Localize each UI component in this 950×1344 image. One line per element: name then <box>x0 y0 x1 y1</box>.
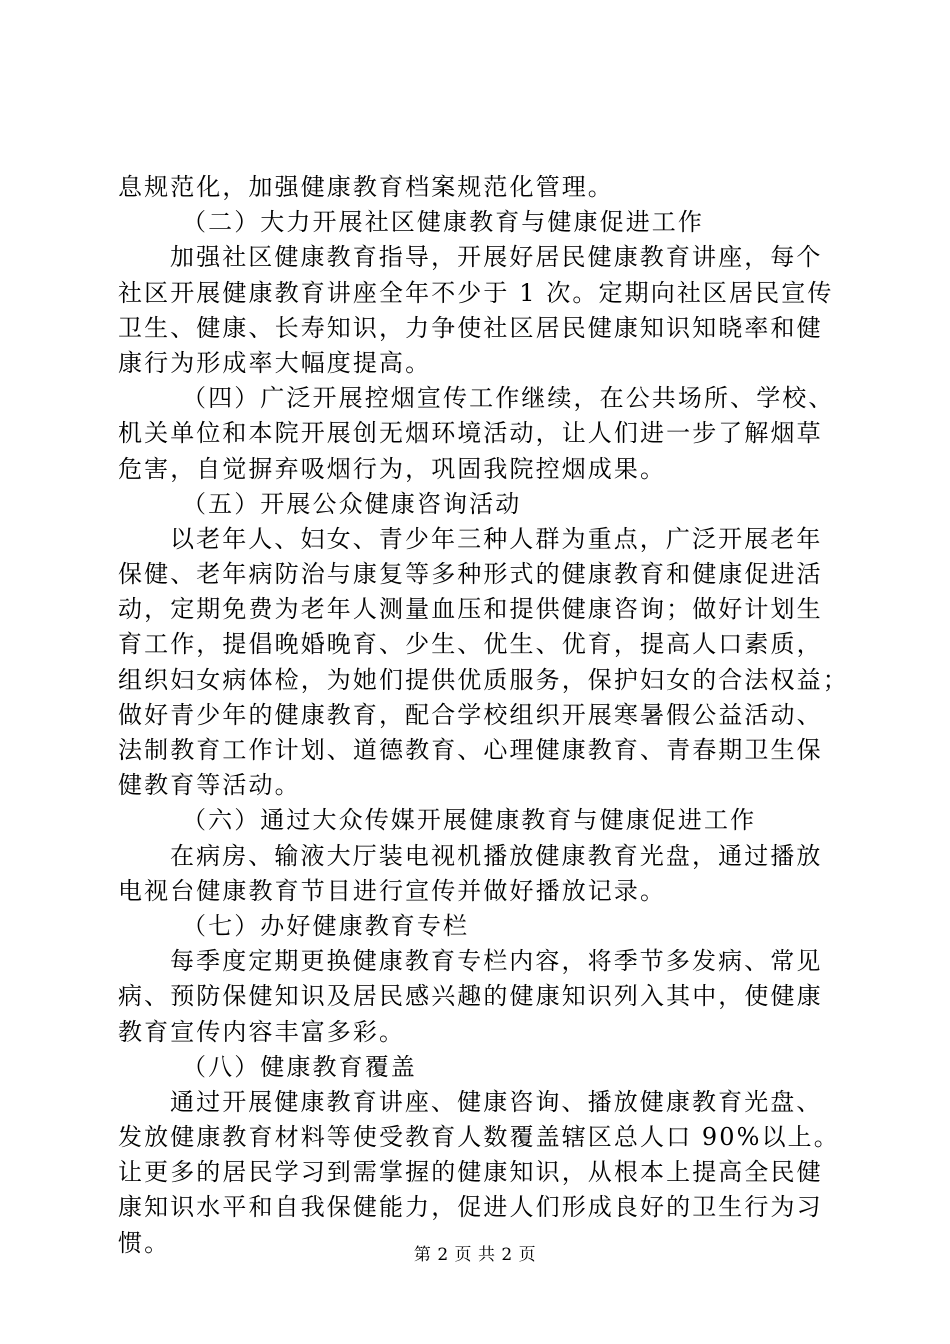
text-line: 组织妇女病体检，为她们提供优质服务，保护妇女的合法权益； <box>118 665 849 694</box>
text-line: 社区开展健康教育讲座全年不少于 1 次。定期向社区居民宣传 <box>118 278 834 307</box>
text-line: 健教育等活动。 <box>118 771 301 800</box>
text-line: 机关单位和本院开展创无烟环境活动，让人们进一步了解烟草 <box>118 419 823 448</box>
text-line: 卫生、健康、长寿知识，力争使社区居民健康知识知晓率和健 <box>118 313 823 342</box>
text-line: 教育宣传内容丰富多彩。 <box>118 1017 406 1046</box>
text-line: 保健、老年病防治与康复等多种形式的健康教育和健康促进活 <box>118 560 823 589</box>
text-line: 康行为形成率大幅度提高。 <box>118 348 432 377</box>
section-heading: （五）开展公众健康咨询活动 <box>182 489 522 518</box>
text-line: 做好青少年的健康教育，配合学校组织开展寒暑假公益活动、 <box>118 700 823 729</box>
section-heading: （七）办好健康教育专栏 <box>182 911 470 940</box>
section-heading: （六）通过大众传媒开展健康教育与健康促进工作 <box>182 806 757 835</box>
text-line: 加强社区健康教育指导，开展好居民健康教育讲座，每个 <box>170 243 823 272</box>
text-line: 息规范化，加强健康教育档案规范化管理。 <box>118 173 614 201</box>
text-line: 育工作，提倡晚婚晚育、少生、优生、优育，提高人口素质， <box>118 630 823 659</box>
text-line: 动，定期免费为老年人测量血压和提供健康咨询；做好计划生 <box>118 595 823 624</box>
section-heading: （四）广泛开展控烟宣传工作继续，在公共场所、学校、 <box>182 384 835 413</box>
document-body <box>118 170 849 1261</box>
text-line: 以老年人、妇女、青少年三种人群为重点，广泛开展老年 <box>170 524 823 553</box>
page-number-footer: 第 2 页 共 2 页 <box>413 1245 537 1265</box>
text-line: 发放健康教育材料等使受教育人数覆盖辖区总人口 90%以上。 <box>118 1123 840 1152</box>
text-line: 让更多的居民学习到需掌握的健康知识，从根本上提高全民健 <box>118 1158 823 1187</box>
text-line: 法制教育工作计划、道德教育、心理健康教育、青春期卫生保 <box>118 736 823 764</box>
text-line: 每季度定期更换健康教育专栏内容，将季节多发病、常见 <box>170 947 823 976</box>
section-heading: （八）健康教育覆盖 <box>182 1052 417 1081</box>
text-line: 在病房、输液大厅装电视机播放健康教育光盘，通过播放 <box>170 841 823 870</box>
text-line: 康知识水平和自我保健能力，促进人们形成良好的卫生行为习 <box>118 1193 823 1222</box>
section-heading: （二）大力开展社区健康教育与健康促进工作 <box>182 208 704 237</box>
text-line: 电视台健康教育节目进行宣传并做好播放记录。 <box>118 876 667 905</box>
text-line: 惯。 <box>118 1228 171 1257</box>
text-line: 危害，自觉摒弃吸烟行为，巩固我院控烟成果。 <box>118 454 667 483</box>
text-line: 通过开展健康教育讲座、健康咨询、播放健康教育光盘、 <box>170 1087 823 1116</box>
text-line: 病、预防保健知识及居民感兴趣的健康知识列入其中，使健康 <box>118 982 823 1011</box>
